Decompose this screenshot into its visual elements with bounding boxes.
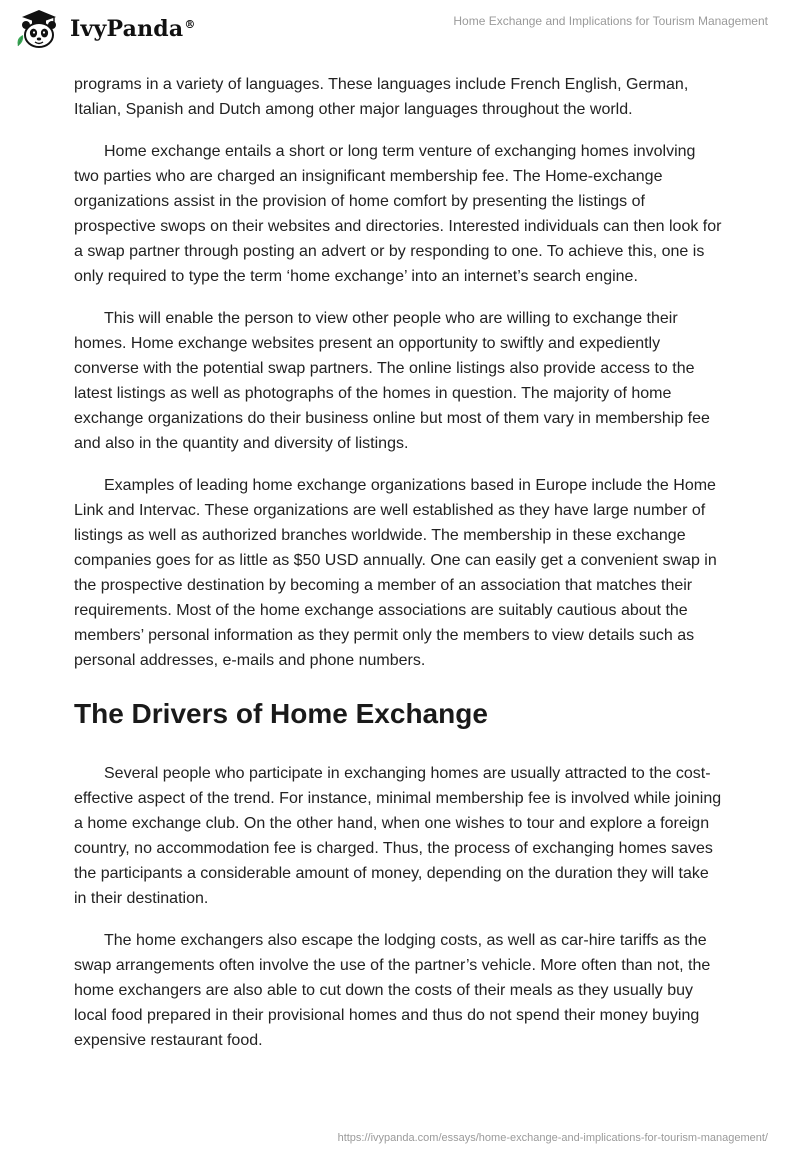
- essay-content: [74, 72, 724, 1070]
- paragraph: Several people who participate in exchanging homes are usually attracted to the cost-effective aspect of the trend. For instance, minimal membership fee is involved while joining a home exchange club. On the other hand, when one wishes to tour and explore a foreign country, no accommodation fee is charged. Thus, the process of exchanging homes saves the participants a considerable amount of money, depending on the duration they will take in their destination.: [74, 765, 722, 907]
- registered-mark: ®: [184, 17, 196, 31]
- running-title: Home Exchange and Implications for Tourism Management: [453, 14, 768, 28]
- paragraph: This will enable the person to view other people who are willing to exchange their homes. Home exchange websites present an opportunity to swiftly and expediently converse with the potential swap partners. The online listings also provide access to the latest listings as well as photographs of the homes in question. The majority of home exchange organizations do their business online but most of them vary in membership fee and also in the quantity and diversity of listings.: [74, 310, 710, 452]
- ivypanda-logo[interactable]: [14, 8, 196, 50]
- source-url[interactable]: https://ivypanda.com/essays/home-exchange-and-implications-for-tourism-management/: [337, 1132, 768, 1144]
- brand-wordmark: IvyPanda: [70, 16, 184, 42]
- paragraph: Home exchange entails a short or long term venture of exchanging homes involving two parties who are charged an insignificant membership fee. The Home-exchange organizations assist in the provision of home comfort by presenting the listings of prospective swops on their websites and directories. Interested individuals can then look for a swap partner through posting an advert or by responding to one. To achieve this, one is only required to type the term ‘home exchange’ into an internet’s search engine.: [74, 143, 722, 285]
- brand-name: [70, 16, 196, 42]
- paragraph: programs in a variety of languages. These languages include French English, German, Italian, Spanish and Dutch among other major languages throughout the world.: [74, 76, 689, 118]
- section-heading: The Drivers of Home Exchange: [74, 698, 488, 729]
- paragraph: Examples of leading home exchange organizations based in Europe include the Home Link and Intervac. These organizations are well established as they have large number of listings as well as authorized branches worldwide. The membership in these exchange companies goes for as little as $50 USD annually. One can easily get a convenient swap in the prospective destination by becoming a member of an association that matches their requirements. Most of the home exchange associations are suitably cautious about the members’ personal information as they permit only the members to view details such as personal addresses, e-mails and phone numbers.: [74, 477, 717, 669]
- panda-logo-icon: [14, 8, 64, 50]
- paragraph: The home exchangers also escape the lodging costs, as well as car-hire tariffs as the swap arrangements often involve the use of the partner’s vehicle. More often than not, the home exchangers are also able to cut down the costs of their meals as they usually buy local food prepared in their provisional homes and thus do not spend their money buying expensive restaurant food.: [74, 932, 711, 1049]
- page-header: [0, 0, 800, 62]
